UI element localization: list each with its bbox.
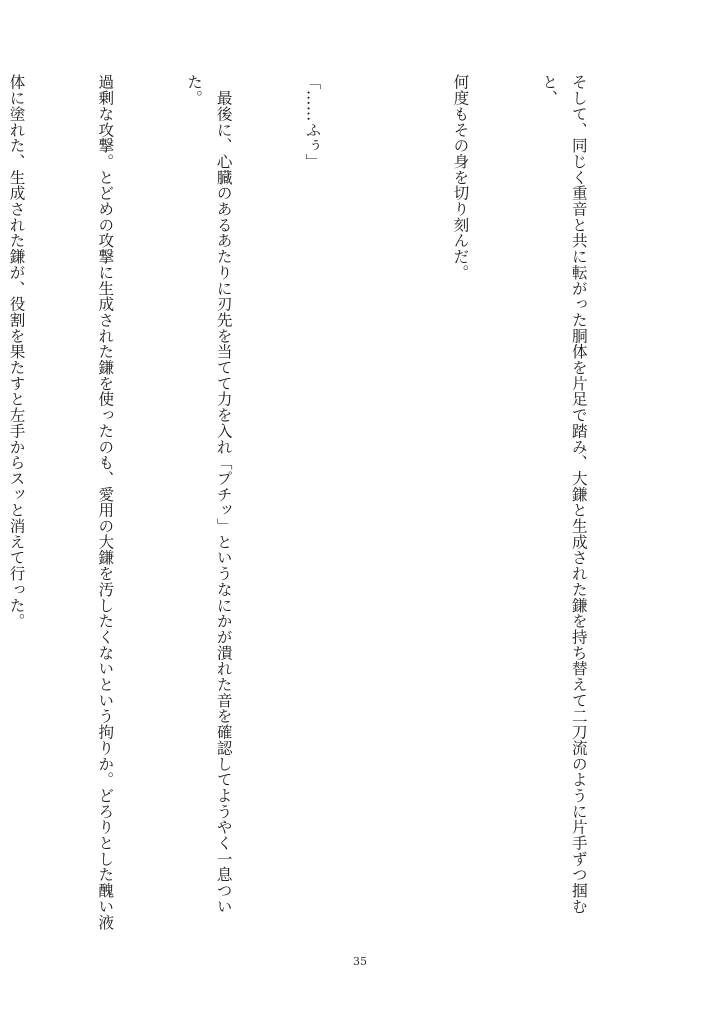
text-line: 過剰な攻撃。とどめの攻撃に生成された鎌を使ったのも、愛用の大鎌を汚したくないという拘りか。どろりとした醜い液 <box>96 74 115 930</box>
body-text <box>7 74 652 940</box>
text-line: 最後に、心臓のあるあたりに刃先を当てて力を入れ「プチッ」というなにかが潰れた音を確認してようやく一息ついた。 <box>185 74 233 915</box>
text-line: 「……ふぅ」 <box>303 74 322 170</box>
text-line: 何度もその身を切り刻んだ。 <box>451 74 470 281</box>
text-line: そして、同じく重音と共に転がった胴体を片足で踏み、大鎌と生成された鎌を持ち替えて二刀流のように片手ずつ掴むと、 <box>540 74 588 915</box>
text-line: 体に塗れた、生成された鎌が、役割を果たすと左手からスッと消えて行った。 <box>7 74 26 629</box>
page-number: 35 <box>353 955 367 968</box>
